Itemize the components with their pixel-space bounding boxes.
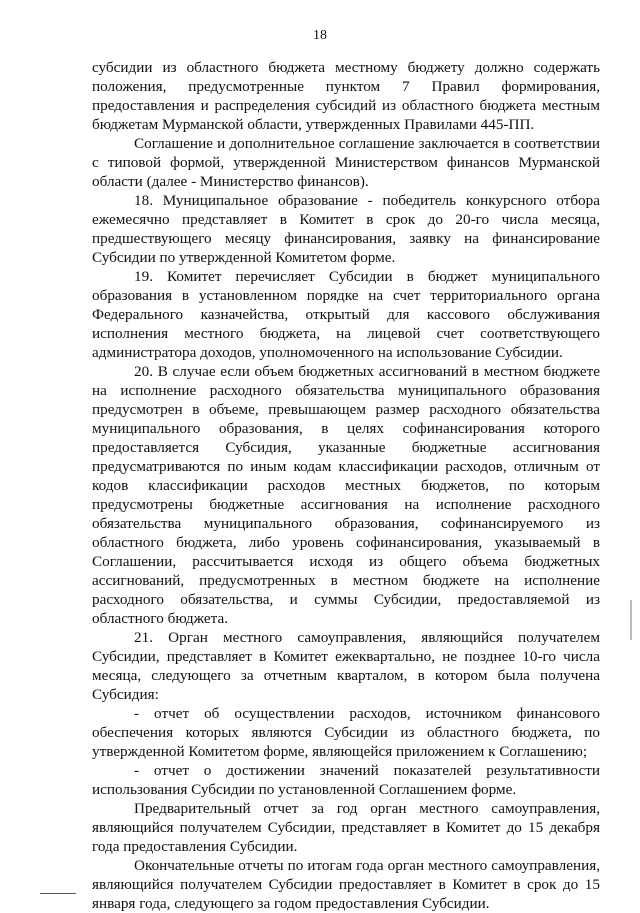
page-number: 18	[313, 28, 327, 43]
paragraph-7: - отчет об осуществлении расходов, источником финансового обеспечения которых являются Субсидии из областного бюджета, по утвержденной Комитетом форме, являющейся приложением к Соглашению;	[92, 705, 600, 760]
paragraph-1: субсидии из областного бюджета местному бюджету должно содержать положения, предусмотренные пунктом 7 Правил формирования, предоставления и распределения субсидий из областного бюджета местным бюджетам Мурманской области, утвержденных Правилами 445-ПП.	[92, 59, 600, 133]
paragraph-6: 21. Орган местного самоуправления, являющийся получателем Субсидии, представляет в Комитет ежеквартально, не позднее 10-го числа месяца, следующего за отчетным кварталом, в котором была получена Субсидия:	[92, 629, 600, 703]
paragraph-8: - отчет о достижении значений показателей результативности использования Субсидии по установленной Соглашением форме.	[92, 762, 600, 798]
paragraph-2: Соглашение и дополнительное соглашение заключается в соответствии с типовой формой, утвержденной Министерством финансов Мурманской области (далее - Министерство финансов).	[92, 135, 600, 190]
paragraph-10: Окончательные отчеты по итогам года орган местного самоуправления, являющийся получателем Субсидии предоставляет в Комитет в срок до 15 января года, следующего за годом предоставления Субсидии.	[92, 857, 600, 912]
document-body	[92, 58, 600, 913]
scan-edge-mark	[630, 600, 632, 640]
paragraph-4: 19. Комитет перечисляет Субсидии в бюджет муниципального образования в установленном порядке на счет территориального органа Федерального казначейства, открытый для кассового обслуживания исполнения местного бюджета, на лицевой счет соответствующего администратора доходов, уполномоченного на использование Субсидии.	[92, 268, 600, 361]
paragraph-5: 20. В случае если объем бюджетных ассигнований в местном бюджете на исполнение расходного обязательства муниципального образования предусмотрен в объеме, превышающем размер расходного обязательства муниципального образования, в целях софинансирования которого предоставляется Субсидия, указанные бюджетные ассигнования предусматриваются по иным кодам классификации расходов, отличным от кодов классификации расходов местных бюджетов, по которым предусмотрены бюджетные ассигнования на исполнение расходного обязательства муниципального образования, софинансируемого из областного бюджета, либо уровень софинансирования, указываемый в Соглашении, рассчитывается исходя из общего объема бюджетных ассигнований, предусмотренных в местном бюджете на исполнение расходного обязательства, и суммы Субсидии, предоставляемой из областного бюджета.	[92, 363, 600, 627]
paragraph-9: Предварительный отчет за год орган местного самоуправления, являющийся получателем Субсидии, представляет в Комитет до 15 декабря года предоставления Субсидии.	[92, 800, 600, 855]
footer-rule	[40, 893, 76, 894]
paragraph-3: 18. Муниципальное образование - победитель конкурсного отбора ежемесячно представляет в Комитет в срок до 20-го числа месяца, предшествующего месяцу финансирования, заявку на финансирование Субсидии по утвержденной Комитетом форме.	[92, 192, 600, 266]
